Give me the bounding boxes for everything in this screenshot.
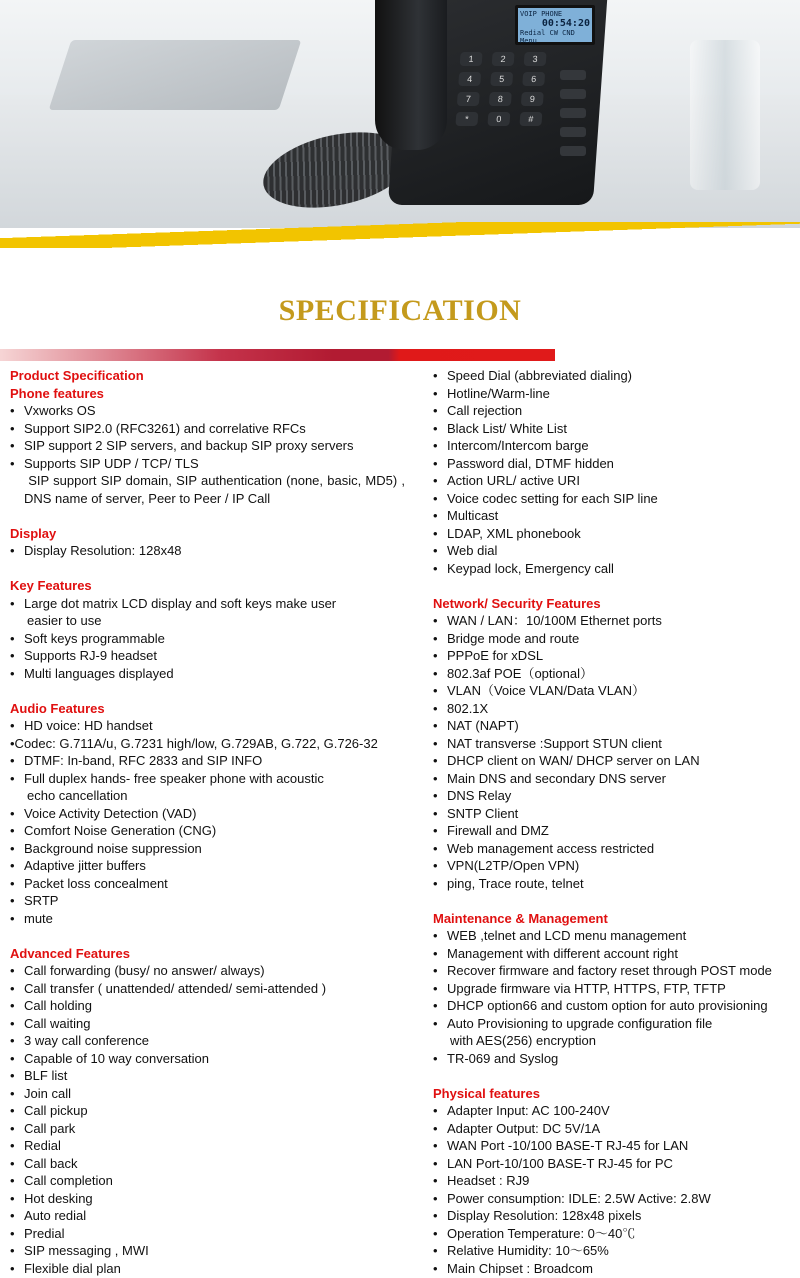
list-item: • Join call — [10, 1085, 405, 1103]
lcd-label: VOIP PHONE — [520, 10, 563, 18]
function-key — [560, 127, 586, 137]
key-features-heading: Key Features — [10, 578, 92, 593]
list-item: • LAN Port-10/100 BASE-T RJ-45 for PC — [433, 1155, 793, 1173]
list-item: • Keypad lock, Emergency call — [433, 560, 793, 578]
list-item: • Web management access restricted — [433, 840, 793, 858]
advanced-features-list-cont — [433, 367, 793, 577]
display-heading: Display — [10, 525, 57, 541]
list-item: • Call park — [10, 1120, 405, 1138]
list-item: • Vxworks OS — [10, 402, 405, 420]
audio-features-list — [10, 717, 405, 927]
list-item: • Firewall and DMZ — [433, 822, 793, 840]
list-item: • Recover firmware and factory reset through POST mode — [433, 962, 793, 980]
list-item: • Hot desking — [10, 1190, 405, 1208]
list-item: • Intercom/Intercom barge — [433, 437, 793, 455]
list-item: • Call waiting — [10, 1015, 405, 1033]
list-item: • Black List/ White List — [433, 420, 793, 438]
list-item: • Relative Humidity: 10～65% — [433, 1242, 793, 1260]
list-item: • BLF list — [10, 1067, 405, 1085]
list-item: • Adapter Output: DC 5V/1A — [433, 1120, 793, 1138]
keypad-key: 6 — [522, 72, 545, 86]
list-item: • Web dial — [433, 542, 793, 560]
list-item: • Headset : RJ9 — [433, 1172, 793, 1190]
keypad-key: 9 — [521, 92, 544, 106]
list-item: echo cancellation — [27, 788, 128, 803]
list-item: • Bridge mode and route — [433, 630, 793, 648]
list-item: • LDAP, XML phonebook — [433, 525, 793, 543]
list-item: • DHCP client on WAN/ DHCP server on LAN — [433, 752, 793, 770]
function-key — [560, 146, 586, 156]
keypad-key: 5 — [490, 72, 513, 86]
maintenance-heading: Maintenance & Management — [433, 910, 608, 926]
network-heading: Network/ Security Features — [433, 595, 601, 611]
list-item: • Call completion — [10, 1172, 405, 1190]
hero-phone-photo — [0, 0, 800, 228]
keypad-key: 0 — [487, 112, 510, 126]
lcd-softkeys: Redial CW CND Menu — [520, 29, 575, 45]
list-item: • Comfort Noise Generation (CNG) — [10, 822, 405, 840]
list-item: • Flexible dial plan — [10, 1260, 405, 1278]
list-item: •Codec: G.711A/u, G.7231 high/low, G.729AB, G.722, G.726-32 — [10, 735, 378, 751]
list-item: • Adaptive jitter buffers — [10, 857, 405, 875]
list-item: • Password dial, DTMF hidden — [433, 455, 793, 473]
list-item: • WAN Port -10/100 BASE-T RJ-45 for LAN — [433, 1137, 793, 1155]
yellow-swoosh — [0, 222, 800, 248]
laptop-shape — [49, 40, 302, 110]
list-item: • Display Resolution: 128x48 — [10, 542, 405, 560]
list-item: • SIP messaging , MWI — [10, 1242, 405, 1260]
list-item: • Supports SIP UDP / TCP/ TLS — [10, 455, 405, 473]
function-keys — [560, 70, 586, 156]
list-item: • Redial — [10, 1137, 405, 1155]
list-item: • Voice Activity Detection (VAD) — [10, 805, 405, 823]
list-item: • HD voice: HD handset — [10, 717, 405, 735]
list-item: • 3 way call conference — [10, 1032, 405, 1050]
list-item: • Speed Dial (abbreviated dialing) — [433, 367, 793, 385]
list-item: • Full duplex hands- free speaker phone with acoustic — [10, 770, 405, 788]
keypad — [455, 52, 546, 126]
keypad-key: 7 — [457, 92, 480, 106]
list-item: • Soft keys programmable — [10, 630, 405, 648]
list-item: • mute — [10, 910, 405, 928]
list-item: • Main Chipset : Broadcom — [433, 1260, 793, 1278]
advanced-features-list — [10, 962, 405, 1277]
list-item: • PPPoE for xDSL — [433, 647, 793, 665]
title-divider-bar — [0, 349, 555, 361]
list-item: • WEB ,telnet and LCD menu management — [433, 927, 793, 945]
list-item: • Packet loss concealment — [10, 875, 405, 893]
left-column — [10, 367, 405, 1277]
function-key — [560, 70, 586, 80]
list-item: • DTMF: In-band, RFC 2833 and SIP INFO — [10, 752, 405, 770]
key-features-list — [10, 595, 405, 683]
list-item: • Auto redial — [10, 1207, 405, 1225]
list-item: • NAT (NAPT) — [433, 717, 793, 735]
list-item: • Management with different account right — [433, 945, 793, 963]
list-item: • Upgrade firmware via HTTP, HTTPS, FTP, TFTP — [433, 980, 793, 998]
list-item: • DNS Relay — [433, 787, 793, 805]
list-item: • Multicast — [433, 507, 793, 525]
list-item: • 802.1X — [433, 700, 793, 718]
list-item: • Display Resolution: 128x48 pixels — [433, 1207, 793, 1225]
advanced-features-heading: Advanced Features — [10, 945, 130, 961]
keypad-key: # — [519, 112, 542, 126]
list-item: • Capable of 10 way conversation — [10, 1050, 405, 1068]
keypad-key: 8 — [489, 92, 512, 106]
keypad-key: * — [455, 112, 478, 126]
function-key — [560, 108, 586, 118]
network-list — [433, 612, 793, 892]
list-item: • WAN / LAN：10/100M Ethernet ports — [433, 612, 793, 630]
water-glass — [690, 40, 760, 190]
list-item: • Action URL/ active URI — [433, 472, 793, 490]
keypad-key: 1 — [460, 52, 483, 66]
list-item: • Adapter Input: AC 100-240V — [433, 1102, 793, 1120]
list-item: • Call transfer ( unattended/ attended/ semi-attended ) — [10, 980, 405, 998]
function-key — [560, 89, 586, 99]
list-item: • Support SIP2.0 (RFC3261) and correlative RFCs — [10, 420, 405, 438]
phone-lcd — [515, 5, 595, 45]
phone-features-list — [10, 402, 405, 507]
physical-heading: Physical features — [433, 1085, 540, 1101]
list-item: • Power consumption: IDLE: 2.5W Active: 2.8W — [433, 1190, 793, 1208]
list-item: • Large dot matrix LCD display and soft keys make user — [10, 595, 405, 613]
handset — [375, 0, 447, 150]
list-item: • Voice codec setting for each SIP line — [433, 490, 793, 508]
list-item: • Background noise suppression — [10, 840, 405, 858]
list-item: • TR-069 and Syslog — [433, 1050, 793, 1068]
list-item: • VPN(L2TP/Open VPN) — [433, 857, 793, 875]
list-item: • SIP support 2 SIP servers, and backup SIP proxy servers — [10, 437, 405, 455]
list-item: • Auto Provisioning to upgrade configuration file — [433, 1015, 793, 1033]
list-item: • Supports RJ-9 headset — [10, 647, 405, 665]
phone-features-heading: Phone features — [10, 385, 104, 401]
list-item: • Call back — [10, 1155, 405, 1173]
list-item: • DHCP option66 and custom option for auto provisioning — [433, 997, 793, 1015]
list-item: • Call forwarding (busy/ no answer/ always) — [10, 962, 405, 980]
list-item: • NAT transverse :Support STUN client — [433, 735, 793, 753]
keypad-key: 4 — [458, 72, 481, 86]
right-column — [433, 367, 793, 1277]
list-item: • Call holding — [10, 997, 405, 1015]
page-title: SPECIFICATION — [278, 294, 522, 327]
list-item: • Main DNS and secondary DNS server — [433, 770, 793, 788]
list-item: • Predial — [10, 1225, 405, 1243]
keypad-key: 2 — [492, 52, 515, 66]
list-item: • 802.3af POE（optional） — [433, 665, 793, 683]
list-item: • SNTP Client — [433, 805, 793, 823]
list-item: easier to use — [27, 613, 102, 628]
keypad-key: 3 — [524, 52, 547, 66]
list-item: • Operation Temperature: 0～40℃ — [433, 1225, 793, 1243]
lcd-time: 00:54:20 — [541, 18, 590, 29]
display-list — [10, 542, 405, 560]
list-item: • VLAN（Voice VLAN/Data VLAN） — [433, 682, 793, 700]
audio-features-heading: Audio Features — [10, 700, 105, 716]
list-item: • Multi languages displayed — [10, 665, 405, 683]
list-item: • ping, Trace route, telnet — [433, 875, 793, 893]
maintenance-list — [433, 927, 793, 1067]
list-item: • Call rejection — [433, 402, 793, 420]
list-item: with AES(256) encryption — [450, 1033, 596, 1048]
list-item: • Call pickup — [10, 1102, 405, 1120]
list-item: • Hotline/Warm-line — [433, 385, 793, 403]
product-spec-heading: Product Specification — [10, 368, 144, 383]
physical-list — [433, 1102, 793, 1277]
list-item: • SRTP — [10, 892, 405, 910]
list-item: • SIP support SIP domain, SIP authentication (none, basic, MD5) , DNS name of server, Peer to Peer / IP Call — [10, 472, 405, 507]
